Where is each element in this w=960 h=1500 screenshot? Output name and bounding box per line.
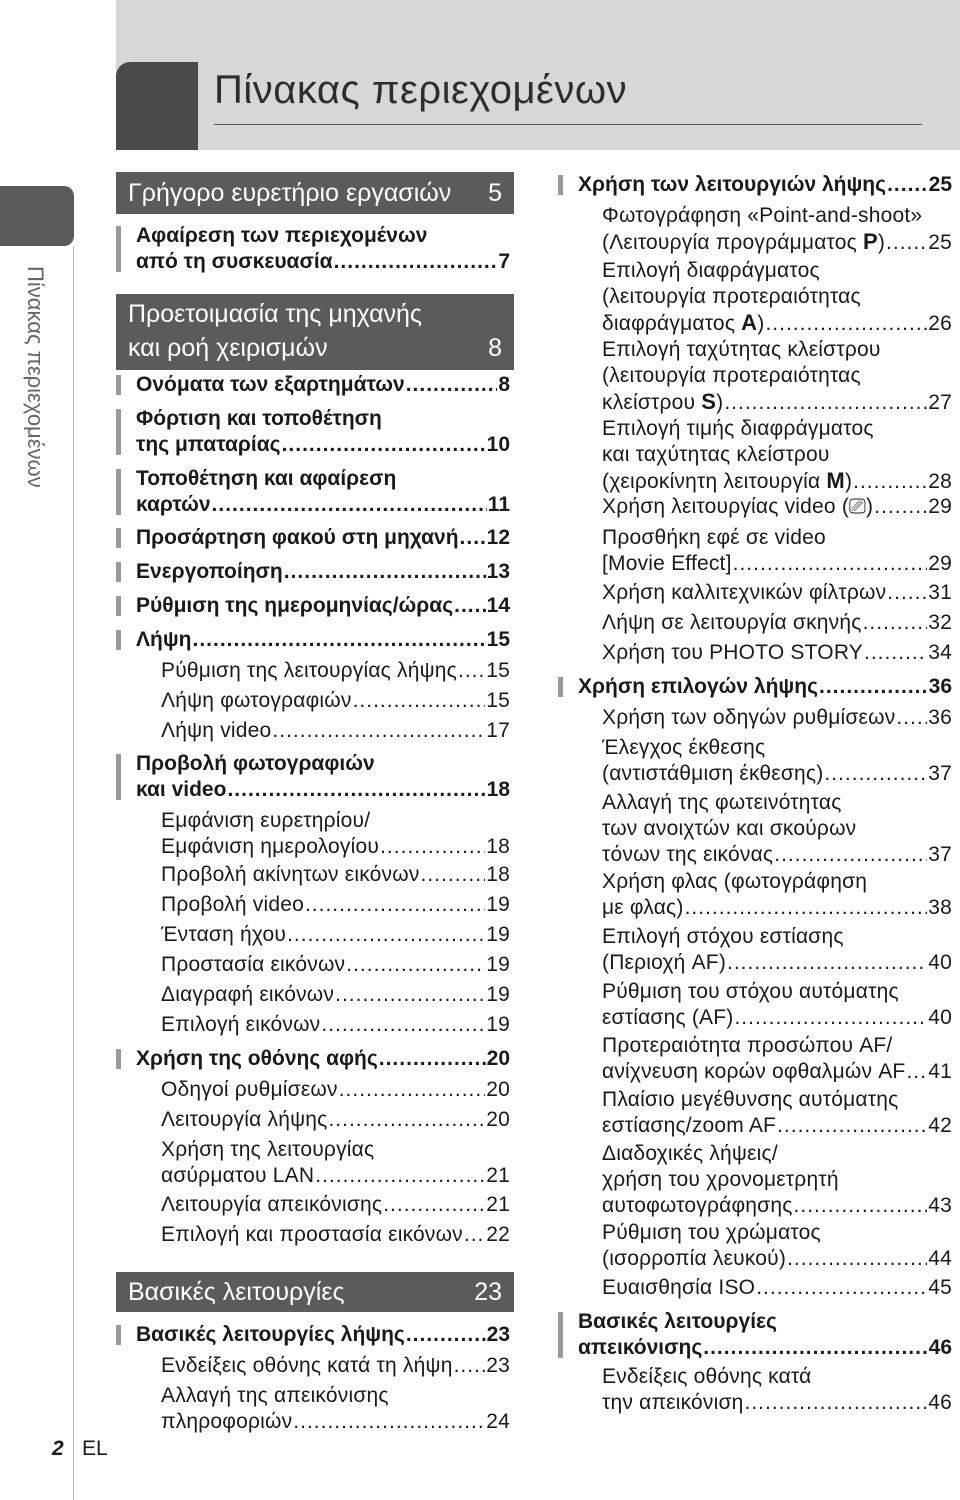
toc-subentry[interactable] [602, 705, 952, 731]
toc-entry-label: Προσάρτηση φακού στη μηχανή [136, 526, 459, 549]
section-title: Γρήγορο ευρετήριο εργασιών [128, 179, 452, 207]
leader-dots [774, 842, 927, 868]
leader-dots [886, 230, 927, 256]
toc-entry-label: Λειτουργία λήψης [161, 1108, 328, 1131]
toc-entry-label: Χρήση φλας (φωτογράφηση [602, 870, 868, 893]
toc-entry-label: και video [136, 778, 227, 801]
leader-dots [284, 559, 486, 585]
toc-entry-page: 14 [486, 594, 510, 617]
toc-subentry[interactable] [602, 610, 952, 636]
toc-entry-label: Βασικές λειτουργίες λήψης [136, 1323, 405, 1346]
toc-entry-label: (λειτουργία προτεραιότητας [602, 364, 861, 387]
toc-entry-label: πληροφοριών [161, 1410, 293, 1433]
toc-entry-label: (λειτουργία προτεραιότητας [602, 285, 861, 308]
leader-dots [724, 390, 927, 416]
toc-entry-page: 24 [486, 1410, 510, 1433]
toc-entry[interactable] [136, 466, 510, 518]
toc-entry-page: 34 [928, 641, 952, 664]
leader-dots [863, 610, 928, 636]
toc-subentry[interactable] [602, 1141, 952, 1219]
toc-entry-label: χρήση του χρονομετρητή [602, 1168, 839, 1191]
section-title: Βασικές λειτουργίες [128, 1278, 345, 1306]
leader-dots [406, 1322, 486, 1348]
toc-subentry[interactable] [161, 1137, 510, 1189]
toc-entry[interactable] [136, 627, 510, 653]
leader-dots [328, 1107, 485, 1133]
toc-entry-label: Ενδείξεις οθόνης κατά [602, 1365, 812, 1388]
leader-dots [421, 862, 486, 888]
toc-subentry[interactable] [602, 1087, 952, 1139]
toc-entry[interactable] [136, 559, 510, 585]
toc-entry-label: εστίασης/zoom AF [602, 1114, 777, 1137]
leader-dots [212, 492, 487, 518]
leader-dots [339, 1077, 486, 1103]
leader-dots [380, 834, 485, 860]
toc-entry-label: ) [877, 231, 886, 254]
section-title: Προετοιμασία της μηχανής [128, 300, 422, 328]
toc-entry-page: 37 [928, 843, 952, 866]
toc-subentry[interactable] [602, 1220, 952, 1272]
toc-entry-page: 29 [928, 495, 952, 518]
toc-entry[interactable] [578, 172, 952, 198]
toc-entry-label: Αλλαγή της φωτεινότητας [602, 791, 842, 814]
leader-dots [906, 1059, 927, 1085]
toc-subentry[interactable] [161, 1383, 510, 1435]
toc-entry-label: Βασικές λειτουργίες [578, 1310, 777, 1333]
toc-entry[interactable] [136, 1322, 510, 1348]
leader-dots [353, 688, 486, 714]
aperture-mode-icon: A [741, 310, 758, 335]
page-language: EL [82, 1437, 108, 1460]
toc-subentry[interactable] [602, 790, 952, 868]
toc-subentry[interactable] [602, 640, 952, 666]
toc-entry-label: τόνων της εικόνας [602, 843, 774, 866]
toc-entry-label: Χρήση του PHOTO STORY [602, 641, 864, 664]
section-page: 8 [488, 334, 502, 362]
toc-entry-page: 20 [486, 1047, 510, 1070]
leader-dots [756, 1275, 927, 1301]
toc-entry[interactable] [136, 1046, 510, 1072]
toc-entry-label: (αντιστάθμιση έκθεσης) [602, 762, 824, 785]
toc-entry-label: Ευαισθησία ISO [602, 1276, 756, 1299]
leader-dots [864, 640, 927, 666]
leader-dots [454, 593, 486, 619]
toc-entry-page: 19 [486, 983, 510, 1006]
section-page: 23 [474, 1278, 502, 1306]
toc-entry[interactable] [136, 223, 510, 275]
toc-entry-label: ανίχνευση κορών οφθαλμών AF [602, 1060, 906, 1083]
leader-dots [824, 761, 927, 787]
toc-entry-label: Διαδοχικές λήψεις/ [602, 1142, 778, 1165]
toc-entry-label: [Movie Effect] [602, 552, 732, 575]
toc-subentry[interactable] [161, 1192, 510, 1218]
leader-dots [745, 1390, 928, 1416]
toc-entry-label: διαφράγματος [602, 312, 742, 335]
toc-entry-label: Λήψη φωτογραφιών [161, 689, 352, 712]
toc-entry-page: 13 [486, 560, 510, 583]
toc-entry-page: 12 [486, 526, 510, 549]
leader-dots [335, 982, 485, 1008]
toc-entry-page: 40 [928, 1006, 952, 1029]
toc-subentry[interactable] [161, 1222, 510, 1248]
toc-entry-page: 45 [928, 1276, 952, 1299]
toc-entry-label: Προβολή ακίνητων εικόνων [161, 863, 420, 886]
toc-entry-page: 15 [486, 689, 510, 712]
leader-dots [406, 372, 498, 398]
leader-dots [379, 1046, 486, 1072]
toc-entry-label: Προτεραιότητα προσώπου AF/ [602, 1034, 893, 1057]
toc-subentry[interactable] [602, 416, 952, 495]
toc-subentry[interactable] [602, 735, 952, 787]
toc-entry-page: 36 [928, 675, 952, 698]
toc-entry-page: 15 [486, 659, 510, 682]
toc-entry-page: 19 [486, 923, 510, 946]
toc-entry-page: 32 [928, 611, 952, 634]
toc-entry[interactable] [578, 674, 952, 700]
toc-subentry[interactable] [602, 1275, 952, 1301]
leader-dots [819, 674, 928, 700]
leader-dots [460, 525, 486, 551]
toc-entry-page: 19 [486, 893, 510, 916]
toc-entry-label: Εμφάνιση ημερολογίου [161, 835, 380, 858]
toc-entry-label: αυτοφωτογράφησης [602, 1194, 793, 1217]
leader-dots [853, 469, 927, 495]
toc-entry[interactable] [136, 372, 510, 398]
toc-entry-label: από τη συσκευασία [136, 250, 333, 273]
leader-dots [887, 172, 928, 198]
toc-entry-label: Ρύθμιση της ημερομηνίας/ώρας [136, 594, 454, 617]
toc-entry-label: (Λειτουργία προγράμματος [602, 231, 863, 254]
toc-subentry[interactable] [602, 337, 952, 416]
toc-entry[interactable] [136, 406, 510, 458]
toc-entry-page: 36 [928, 706, 952, 729]
toc-entry-page: 27 [928, 391, 952, 414]
toc-entry-page: 18 [486, 835, 510, 858]
toc-entry-page: 22 [486, 1223, 510, 1246]
leader-dots [315, 1163, 485, 1189]
leader-dots [458, 658, 485, 684]
leader-dots [272, 718, 485, 744]
leader-dots [346, 952, 485, 978]
toc-entry-page: 46 [928, 1391, 952, 1414]
toc-subentry[interactable] [161, 1012, 510, 1038]
toc-entry-page: 42 [928, 1114, 952, 1137]
toc-subentry[interactable] [161, 688, 510, 714]
toc-entry-label: Χρήση των λειτουργιών λήψης [578, 173, 887, 196]
section-quick-index[interactable] [116, 172, 514, 214]
toc-subentry[interactable] [161, 952, 510, 978]
toc-entry-page: 28 [928, 470, 952, 493]
toc-entry-page: 23 [486, 1323, 510, 1346]
toc-entry-page: 37 [928, 762, 952, 785]
toc-entry-label: Επιλογή διαφράγματος [602, 259, 820, 282]
toc-entry[interactable] [136, 751, 510, 803]
toc-subentry[interactable] [602, 924, 952, 976]
toc-entry-label: Έλεγχος έκθεσης [602, 736, 766, 759]
toc-entry-label: Χρήση της οθόνης αφής [136, 1047, 378, 1070]
leader-dots [727, 950, 927, 976]
toc-subentry[interactable] [161, 892, 510, 918]
toc-entry-page: 20 [486, 1078, 510, 1101]
title-rule [214, 124, 922, 125]
toc-entry-label: Τοποθέτηση και αφαίρεση [136, 467, 397, 490]
toc-subentry[interactable] [602, 1364, 952, 1416]
toc-entry-page: 43 [928, 1194, 952, 1217]
leader-dots [192, 627, 485, 653]
toc-entry-label: Λήψη [136, 628, 192, 651]
toc-subentry[interactable] [602, 979, 952, 1031]
toc-entry-label: Ρύθμιση του στόχου αυτόματης [602, 980, 899, 1003]
leader-dots [703, 1335, 927, 1361]
leader-dots [454, 1353, 486, 1379]
leader-dots [734, 1005, 927, 1031]
toc-entry-page: 20 [486, 1108, 510, 1131]
toc-subentry[interactable] [161, 1077, 510, 1103]
leader-dots [896, 705, 927, 731]
toc-entry-page: 31 [928, 581, 952, 604]
toc-subentry[interactable] [602, 869, 952, 921]
toc-entry[interactable] [136, 593, 510, 619]
toc-entry-page: 26 [928, 312, 952, 335]
toc-entry-label: Χρήση επιλογών λήψης [578, 675, 818, 698]
toc-entry-label: την απεικόνιση [602, 1391, 744, 1414]
toc-entry-label: Λήψη video [161, 719, 272, 742]
leader-dots [794, 1193, 928, 1219]
header-corner-block [116, 62, 198, 150]
toc-entry-label: Ρύθμιση της λειτουργίας λήψης [161, 659, 457, 682]
toc-entry-label: ) [757, 312, 765, 335]
toc-entry-label: Ενεργοποίηση [136, 560, 283, 583]
leader-dots [287, 922, 485, 948]
toc-entry-label: Χρήση καλλιτεχνικών φίλτρων [602, 581, 887, 604]
movie-mode-icon: ⎚ [849, 495, 867, 518]
leader-dots [282, 432, 486, 458]
toc-entry-label: (Περιοχή AF) [602, 951, 727, 974]
toc-entry-label: ) [844, 470, 853, 493]
toc-entry-page: 17 [486, 719, 510, 742]
leader-dots [685, 895, 928, 921]
toc-entry[interactable] [578, 1309, 952, 1361]
toc-entry-page: 19 [486, 1013, 510, 1036]
toc-subentry[interactable] [161, 658, 510, 684]
leader-dots [383, 1192, 485, 1218]
toc-entry-page: 21 [486, 1164, 510, 1187]
side-rule [73, 246, 74, 1500]
toc-entry-label: εστίασης (AF) [602, 1006, 734, 1029]
toc-entry-page: 25 [928, 173, 952, 196]
leader-dots [733, 551, 928, 577]
toc-entry-page: 38 [928, 896, 952, 919]
toc-subentry[interactable] [602, 1033, 952, 1085]
toc-subentry[interactable] [161, 808, 510, 860]
toc-subentry[interactable] [602, 258, 952, 337]
leader-dots [334, 249, 498, 275]
toc-entry-page: 46 [928, 1336, 952, 1359]
toc-entry-label: (ισορροπία λευκού) [602, 1247, 787, 1270]
toc-entry-page: 25 [928, 231, 952, 254]
toc-entry[interactable] [136, 525, 510, 551]
toc-entry-label: Χρήση της λειτουργίας [161, 1138, 375, 1161]
toc-entry-label: κλείστρου [602, 391, 702, 414]
toc-entry-label: Προστασία εικόνων [161, 953, 346, 976]
toc-entry-label: Αφαίρεση των περιεχομένων [136, 224, 428, 247]
toc-entry-page: 41 [928, 1060, 952, 1083]
toc-entry-page: 40 [928, 951, 952, 974]
toc-entry-label: Χρήση λειτουργίας video ( [602, 495, 850, 518]
section-preparation[interactable] [116, 294, 514, 370]
toc-subentry[interactable] [161, 718, 510, 744]
toc-entry-label: των ανοιχτών και σκούρων [602, 817, 857, 840]
toc-entry-label: Φόρτιση και τοποθέτηση [136, 407, 382, 430]
leader-dots [321, 1012, 485, 1038]
leader-dots [227, 777, 485, 803]
toc-entry-page: 7 [498, 250, 510, 273]
toc-entry-label: καρτών [136, 493, 211, 516]
toc-entry-page: 15 [486, 628, 510, 651]
leader-dots [887, 580, 927, 606]
toc-entry-label: Ένταση ήχου [161, 923, 287, 946]
toc-entry-label: ασύρματου LAN [161, 1164, 315, 1187]
toc-subentry[interactable] [602, 203, 952, 256]
section-title: και ροή χειρισμών [128, 334, 328, 362]
toc-entry-label: Προσθήκη εφέ σε video [602, 526, 826, 549]
manual-mode-icon: M [826, 468, 845, 493]
toc-entry-page: 11 [487, 493, 510, 516]
toc-entry-page: 44 [928, 1247, 952, 1270]
leader-dots [787, 1246, 927, 1272]
leader-dots [293, 1409, 485, 1435]
toc-entry-page: 10 [486, 433, 510, 456]
side-tab-label: Πίνακας περιεχομένων [23, 266, 48, 488]
toc-entry-label: ) [716, 391, 724, 414]
page-number: 2 [52, 1437, 64, 1460]
side-tab-marker [0, 186, 74, 246]
toc-entry-page: 21 [486, 1193, 510, 1216]
program-mode-icon: P [862, 229, 878, 254]
toc-entry-label: Χρήση των οδηγών ρυθμίσεων [602, 706, 896, 729]
toc-entry-label: απεικόνισης [578, 1336, 703, 1359]
toc-entry-label: Οδηγοί ρυθμίσεων [161, 1078, 338, 1101]
leader-dots [874, 494, 927, 520]
toc-entry-label: Επιλογή και προστασία εικόνων [161, 1223, 463, 1246]
toc-subentry[interactable] [602, 494, 952, 520]
leader-dots [777, 1113, 927, 1139]
toc-entry-label: ) [866, 495, 874, 518]
toc-entry-label: Ενδείξεις οθόνης κατά τη λήψη [161, 1354, 453, 1377]
toc-entry-label: Πλαίσιο μεγέθυνσης αυτόματης [602, 1088, 899, 1111]
toc-entry-label: Επιλογή εικόνων [161, 1013, 321, 1036]
toc-subentry[interactable] [161, 1353, 510, 1379]
toc-entry-page: 19 [486, 953, 510, 976]
section-basic-functions[interactable] [116, 1272, 514, 1312]
toc-entry-label: Προβολή video [161, 893, 304, 916]
toc-entry-label: με φλας) [602, 896, 684, 919]
toc-subentry[interactable] [602, 525, 952, 577]
toc-entry-label: Ρύθμιση του χρώματος [602, 1221, 821, 1244]
toc-entry-label: Αλλαγή της απεικόνισης [161, 1384, 389, 1407]
toc-entry-label: και ταχύτητας κλείστρου [602, 443, 830, 466]
toc-subentry[interactable] [161, 922, 510, 948]
toc-subentry[interactable] [161, 982, 510, 1008]
toc-entry-page: 18 [486, 863, 510, 886]
toc-entry-label: Προβολή φωτογραφιών [136, 752, 375, 775]
section-page: 5 [488, 179, 502, 207]
toc-entry-label: Ονόματα των εξαρτημάτων [136, 373, 405, 396]
toc-entry-label: της μπαταρίας [136, 433, 281, 456]
shutter-mode-icon: S [701, 389, 717, 414]
toc-entry-label: Επιλογή ταχύτητας κλείστρου [602, 338, 881, 361]
toc-subentry[interactable] [161, 862, 510, 888]
toc-entry-page: 8 [498, 373, 510, 396]
toc-entry-label: Επιλογή στόχου εστίασης [602, 925, 844, 948]
toc-entry-page: 18 [486, 778, 510, 801]
page-title: Πίνακας περιεχομένων [214, 68, 628, 112]
toc-subentry[interactable] [602, 580, 952, 606]
toc-entry-label: Φωτογράφηση «Point-and-shoot» [602, 204, 923, 227]
toc-subentry[interactable] [161, 1107, 510, 1133]
leader-dots [464, 1222, 485, 1248]
toc-entry-label: Εμφάνιση ευρετηρίου/ [161, 809, 371, 832]
toc-entry-page: 29 [928, 552, 952, 575]
leader-dots [765, 311, 927, 337]
leader-dots [305, 892, 485, 918]
toc-entry-label: (χειροκίνητη λειτουργία [602, 470, 827, 493]
toc-entry-page: 23 [486, 1354, 510, 1377]
toc-entry-label: Λειτουργία απεικόνισης [161, 1193, 383, 1216]
toc-entry-label: Επιλογή τιμής διαφράγματος [602, 417, 874, 440]
toc-entry-label: Διαγραφή εικόνων [161, 983, 335, 1006]
toc-entry-label: Λήψη σε λειτουργία σκηνής [602, 611, 862, 634]
